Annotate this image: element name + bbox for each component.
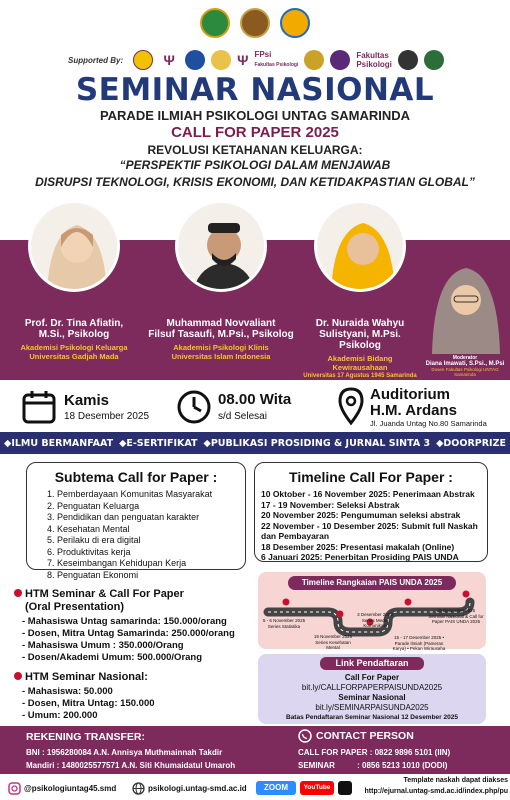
social-row [0,776,510,800]
registration-deadline: Batas Pendaftaran Seminar Nasional 12 Desember 2025 [286,714,458,721]
psi-symbol-icon: Ψ [237,52,249,68]
timeline-title: Timeline Call For Paper : [289,469,453,485]
fpsi-logo-text: FPsi Fakultas Psikologi [254,50,299,68]
contact-cfp: CALL FOR PAPER : 0822 9896 5101 (IIN) [298,748,451,757]
web-icon [132,782,145,800]
rangkaian-milestone: 3 Desember 2025 Series Media Komunikasi [357,612,393,628]
speaker-photo [28,200,120,292]
moderator-card [422,355,508,377]
speaker-card [300,200,420,381]
rekening-bni: BNI : 1956280084 A.N. Annisya Muthmainnah Takdir [26,748,223,757]
calendar-icon [22,390,56,429]
htm-oral-subtitle: (Oral Presentation) [25,601,125,613]
subtema-item: 5. Perilaku di era digital [47,535,141,545]
timeline-box [254,462,488,562]
contact-title: CONTACT PERSON [316,730,414,742]
speaker-name: Filsuf Tasaufi, M.Psi., Psikolog [148,329,294,340]
event-date: 18 Desember 2025 [64,411,150,422]
htm-nasional-item: - Dosen, Mitra Untag: 150.000 [22,698,155,709]
htm-oral-item: - Dosen/Akademi Umum: 500.000/Orang [22,652,203,663]
untag-logo-icon [200,8,230,38]
whatsapp-icon [298,729,312,748]
subtema-item: 3. Pendidikan dan penguatan karakter [47,512,200,522]
cfp-registration-link[interactable]: bit.ly/CALLFORPAPERPAISUNDA2025 [301,683,443,692]
supported-by-row [8,50,502,70]
partner-logo-icon [185,50,205,70]
speaker-name: Dr. Nuraida Wahyu [315,318,405,329]
website-link[interactable]: psikologi.untag-smd.ac.id [148,784,247,793]
feature-item: ◆DOORPRIZE [436,437,506,449]
feature-item: ◆ILMU BERMANFAAT [4,437,114,449]
htm-oral-item: - Mahasiswa Untag samarinda: 150.000/orang [22,616,227,627]
rangkaian-milestone: 5 - 6 November 2025 Series Statistika [262,618,306,629]
partner-logo-icon [398,50,418,70]
page-title: SEMINAR NASIONAL [75,72,435,108]
bullet-dot-icon [14,589,22,597]
timeline-item: 20 November 2025: Pengumuman seleksi abstrak [261,510,461,520]
speaker-institution: Universitas Gadjah Mada [29,352,119,361]
theme-line-1: REVOLUSI KETAHANAN KELUARGA: [147,143,363,157]
seminar-link-label: Seminar Nasional [338,693,406,702]
venue-line-1: Auditorium [370,386,450,403]
rekening-title: REKENING TRANSFER: [26,731,146,743]
subtema-item: 2. Penguatan Keluarga [47,500,140,511]
rangkaian-milestone: 19 November 2025 Series Kesehatan Mental [313,634,353,650]
partner-logo-icon [133,50,153,70]
kampus-merdeka-logo-icon [280,8,310,38]
subtema-item: 6. Produktivitas kerja [47,546,131,557]
event-time: 08.00 Wita [218,391,292,408]
cfp-heading: CALL FOR PAPER 2025 [171,124,339,141]
speaker-photo [314,200,406,292]
speaker-institution: Akademisi Psikologi Keluarga [20,343,128,352]
rangkaian-box [258,572,486,649]
moderator-photo [428,258,504,354]
footer-band [0,726,510,774]
moderator-institution: Dosen Fakultas Psikologi UNTAG Samarinda [431,367,499,377]
subtema-item: 1. Pemberdayaan Komunitas Masyarakat [47,489,213,499]
psi-symbol-icon: Ψ [159,50,179,70]
clock-icon [176,389,212,430]
top-logo-row [0,8,510,38]
speaker-card [148,200,294,361]
pendaftaran-title: Link Pendaftaran [320,657,424,670]
rangkaian-title: Timeline Rangkaian PAIS UNDA 2025 [288,576,456,590]
speaker-photo [175,200,267,292]
speaker-card [18,200,130,361]
speaker-institution: Akademisi Bidang Kewirausahaan [327,354,393,372]
htm-nasional-item: - Umum: 200.000 [22,710,98,721]
timeline-item: 10 Oktober - 16 November 2025: Penerimaan Abstrak [261,489,475,499]
youtube-logo: YouTube [300,781,334,795]
pendaftaran-box [258,654,486,724]
seminar-registration-link[interactable]: bit.ly/SEMINARPAISUNDA2025 [315,703,429,712]
venue-address: Jl. Juanda Untag No.80 Samarinda [370,419,487,428]
subtema-item: 7. Keseimbangan Kehidupan Kerja [47,558,187,568]
partner-logo-icon [330,50,350,70]
moderator-label: Moderator [452,355,478,361]
cfp-link-label: Call For Paper [344,673,400,682]
feature-item: ◆E-SERTIFIKAT [119,437,198,449]
speaker-name: Muhammad Novvaliant [166,318,276,329]
event-day: Kamis [64,392,110,409]
htm-nasional-section [14,671,254,722]
subtema-item: 8. Penguatan Ekonomi [47,569,139,580]
htm-oral-title: HTM Seminar & Call For Paper [14,588,254,601]
htm-nasional-title: HTM Seminar Nasional: [14,671,254,684]
venue-line-2: H.M. Ardans [370,402,457,419]
timeline-item: 6 Januari 2025: Penerbitan Prosiding PAIS UNDA [261,552,459,562]
bullet-dot-icon [14,672,22,680]
accreditation-badge-icon [240,8,270,38]
partner-logo-icon [424,50,444,70]
moderator-name: Diana Imawati, S.Psi., M.Psi [425,361,505,367]
rekening-mandiri: Mandiri : 1480025577571 A.N. Siti Khumaidatul Umaroh [26,761,236,770]
theme-line-3: DISRUPSI TEKNOLOGI, KRISIS EKONOMI, DAN KETIDAKPASTIAN GLOBAL” [35,175,475,189]
supported-by-label: Supported By: [68,55,124,65]
rangkaian-milestone: 15 - 17 Desember 2025 • Parade Ilmiah (Pameran Karya) • Pekan Wirausaha [392,635,446,651]
rangkaian-milestone: 18 Desember 2025 Seminar Nasional & Call for Paper PAIS UNDA 2025 [428,608,484,624]
tiktok-icon [338,781,352,795]
feature-bar [0,432,510,454]
timeline-item: 17 - 19 November: Seleksi Abstrak [261,499,400,510]
instagram-icon [8,782,21,800]
subtema-item: 4. Kesehatan Mental [47,523,130,534]
htm-oral-item: - Mahasiswa Umum : 350.000/Orang [22,640,184,651]
fakultas-psikologi-logo-text: Fakultas Psikologi [356,51,392,69]
timeline-item: dan Pembayaran [261,531,330,541]
timeline-item: 22 November - 10 Desember 2025: Submit full Naskah [261,520,478,531]
htm-oral-item: - Dosen, Mitra Untag Samarinda: 250.000/orang [22,628,235,639]
speaker-name: Sulistyani, M.Psi. Psikolog [319,329,401,351]
speaker-institution: Universitas 17 Agustus 1945 Samarinda [303,373,417,379]
partner-logo-icon [211,50,231,70]
speaker-name: Prof. Dr. Tina Afiatin, [24,318,124,329]
theme-line-2: “PERSPEKTIF PSIKOLOGI DALAM MENJAWAB [119,158,391,172]
page-subtitle: PARADE ILMIAH PSIKOLOGI UNTAG SAMARINDA [99,108,411,123]
htm-nasional-item: - Mahasiswa: 50.000 [22,686,113,697]
contact-seminar: SEMINAR : 0856 5213 1010 (DODI) [298,761,448,770]
template-link[interactable]: http://ejurnal.untag-smd.ac.id/index.php/pu [364,788,508,795]
zoom-logo: ZOOM [256,781,296,795]
event-time-sub: s/d Selesai [218,411,267,422]
feature-item: ◆PUBLIKASI PROSIDING & JURNAL SINTA 3 [203,437,431,449]
subtema-title: Subtema Call for Paper : [54,469,218,485]
event-info-row [0,386,510,428]
template-note: Template naskah dapat diakses [403,777,508,784]
partner-logo-icon [304,50,324,70]
speaker-institution: Akademisi Psikologi Klinis [173,343,269,352]
location-pin-icon [338,387,364,430]
instagram-handle[interactable]: @psikologiuntag45.smd [24,784,117,793]
speaker-institution: Universitas Islam Indonesia [171,352,271,361]
subtema-box [26,462,246,580]
timeline-item: 18 Desember 2025: Presentasi makalah (Online) [261,541,455,552]
htm-oral-section [14,588,254,664]
speaker-name: M.Si., Psikolog [38,329,110,340]
